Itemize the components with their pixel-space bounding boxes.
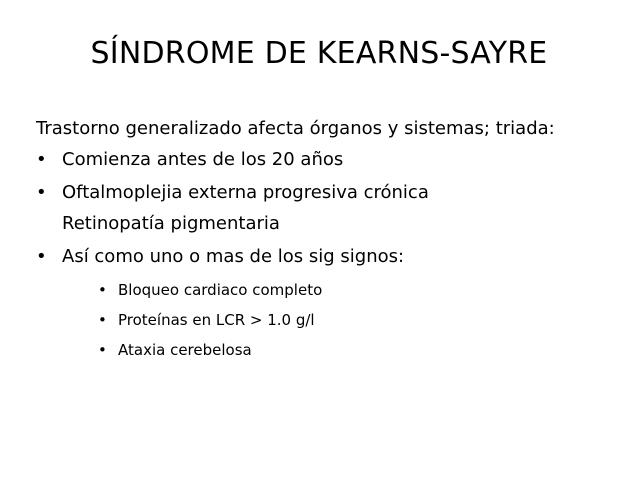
- list-item: [36, 148, 616, 171]
- bullet-icon: •: [98, 281, 107, 299]
- sub-list-item-text: Bloqueo cardiaco completo: [118, 281, 323, 299]
- bullet-icon: •: [98, 311, 107, 329]
- list-item-text: Oftalmoplejia externa progresiva crónica: [62, 182, 429, 203]
- sub-list-item: [36, 340, 616, 360]
- slide-title: SÍNDROME DE KEARNS-SAYRE: [90, 36, 548, 71]
- sub-list: [36, 280, 616, 360]
- bullet-icon: •: [98, 341, 107, 359]
- sub-list-item-text: Ataxia cerebelosa: [118, 341, 252, 359]
- sub-list-item: [36, 280, 616, 300]
- bullet-icon: •: [36, 246, 47, 267]
- sub-list-item-text: Proteínas en LCR > 1.0 g/l: [118, 311, 315, 329]
- bullet-icon: •: [36, 149, 47, 170]
- list-item: [36, 181, 616, 204]
- list-item: [36, 212, 616, 235]
- slide-body: [36, 115, 616, 370]
- list-item-text: Retinopatía pigmentaria: [62, 213, 280, 234]
- bullet-icon: •: [36, 182, 47, 203]
- intro-text: Trastorno generalizado afecta órganos y sistemas; triada:: [36, 118, 555, 139]
- sub-list-item: [36, 310, 616, 330]
- list-item: [36, 245, 616, 268]
- list-item-text: Comienza antes de los 20 años: [62, 149, 344, 170]
- list-item-text: Así como uno o mas de los sig signos:: [62, 246, 405, 267]
